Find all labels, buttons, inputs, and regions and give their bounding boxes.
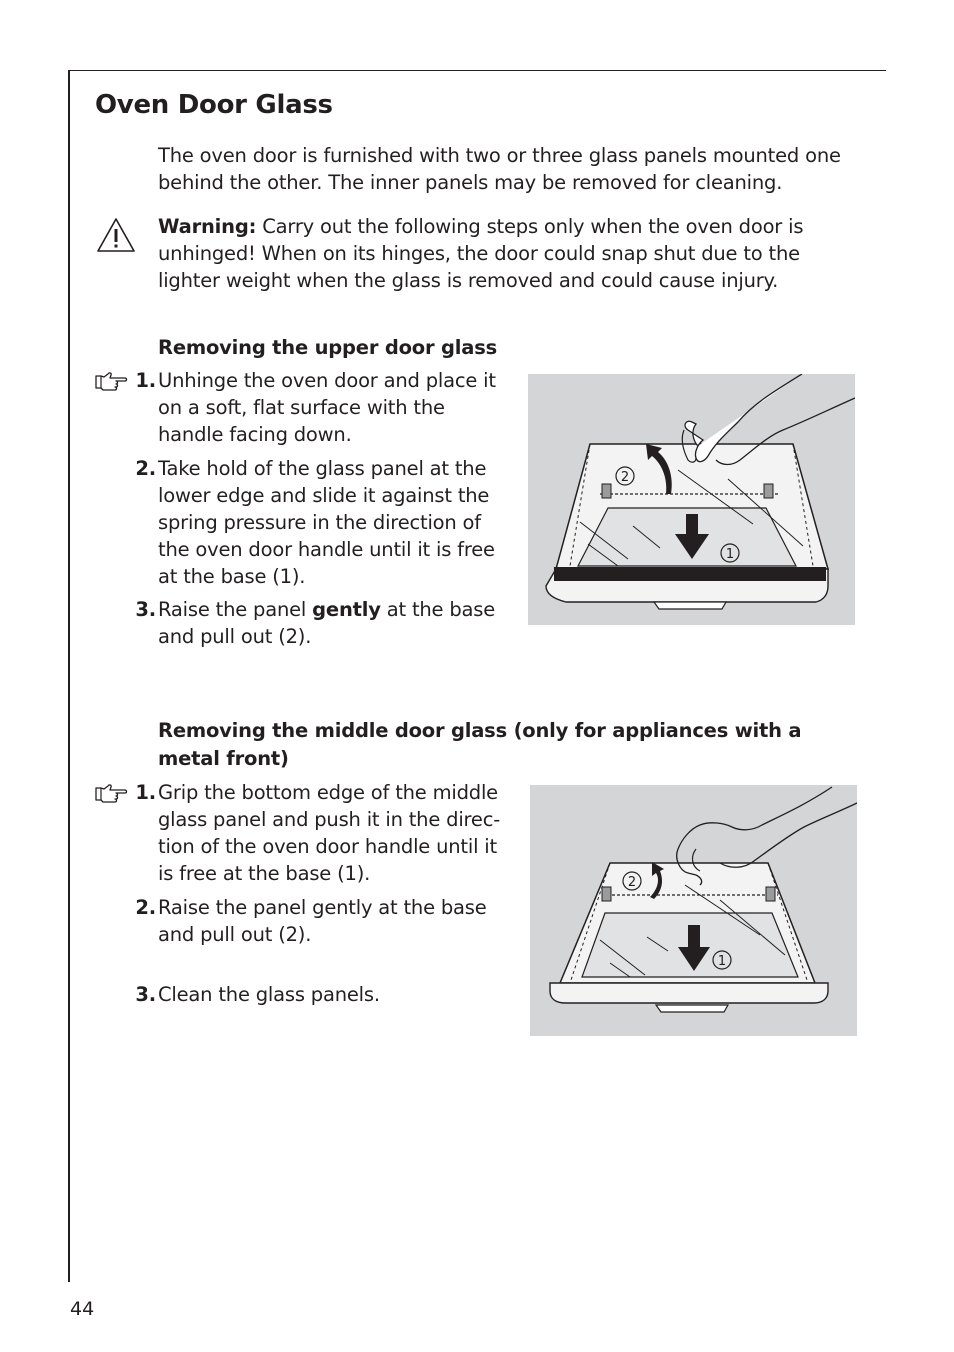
step-number: 3.: [135, 598, 156, 621]
step-text: Take hold of the glass panel at the lower edge and slide it against the spring pressure in the direction of the oven door handle until it is free at the base (1).: [158, 457, 495, 588]
warning-label: Warning:: [158, 215, 257, 238]
figure-label-2: 2: [627, 875, 637, 890]
figure-label-1: 1: [725, 547, 735, 562]
warning-paragraph: [158, 213, 848, 294]
figure-label-2: 2: [620, 470, 630, 485]
page-number: 44: [70, 1298, 95, 1320]
page-title: Oven Door Glass: [95, 90, 333, 120]
figure-label-1: 1: [717, 954, 727, 969]
figure-upper-glass-removal: [528, 374, 855, 625]
pointing-hand-icon: [94, 371, 128, 391]
warning-text: Carry out the following steps only when the oven door is unhinged! When on its hinges, the door could snap shut due to the lighter weight when the glass is removed and could cause injury.: [158, 215, 804, 292]
top-rule: [68, 70, 886, 71]
step-text: Unhinge the oven door and place it on a soft, flat surface with the handle facing down.: [158, 369, 496, 446]
section-heading-upper-glass: Removing the upper door glass: [158, 336, 498, 359]
warning-triangle-icon: [96, 217, 136, 253]
step-text: Grip the bottom edge of the middle glass panel and push it in the direc- tion of the oven door handle until it is free at the base (1).: [158, 781, 501, 885]
step-number: 1.: [135, 369, 156, 392]
step-number: 2.: [135, 457, 156, 480]
step-text: Raise the panel gently at the base and pull out (2).: [158, 598, 496, 648]
pointing-hand-icon: [94, 783, 128, 803]
step-text: Raise the panel gently at the base and pull out (2).: [158, 896, 487, 946]
left-rule: [68, 70, 70, 1282]
step-number: 1.: [135, 781, 156, 804]
step-text: Clean the glass panels.: [158, 983, 380, 1006]
section-heading-middle-glass: Removing the middle door glass (only for appliances with a metal front): [158, 719, 802, 770]
intro-paragraph: The oven door is furnished with two or three glass panels mounted one behind the other. The inner panels may be removed for cleaning.: [158, 144, 841, 194]
step-number: 2.: [135, 896, 156, 919]
step-number: 3.: [135, 983, 156, 1006]
figure-middle-glass-removal: [530, 785, 857, 1036]
